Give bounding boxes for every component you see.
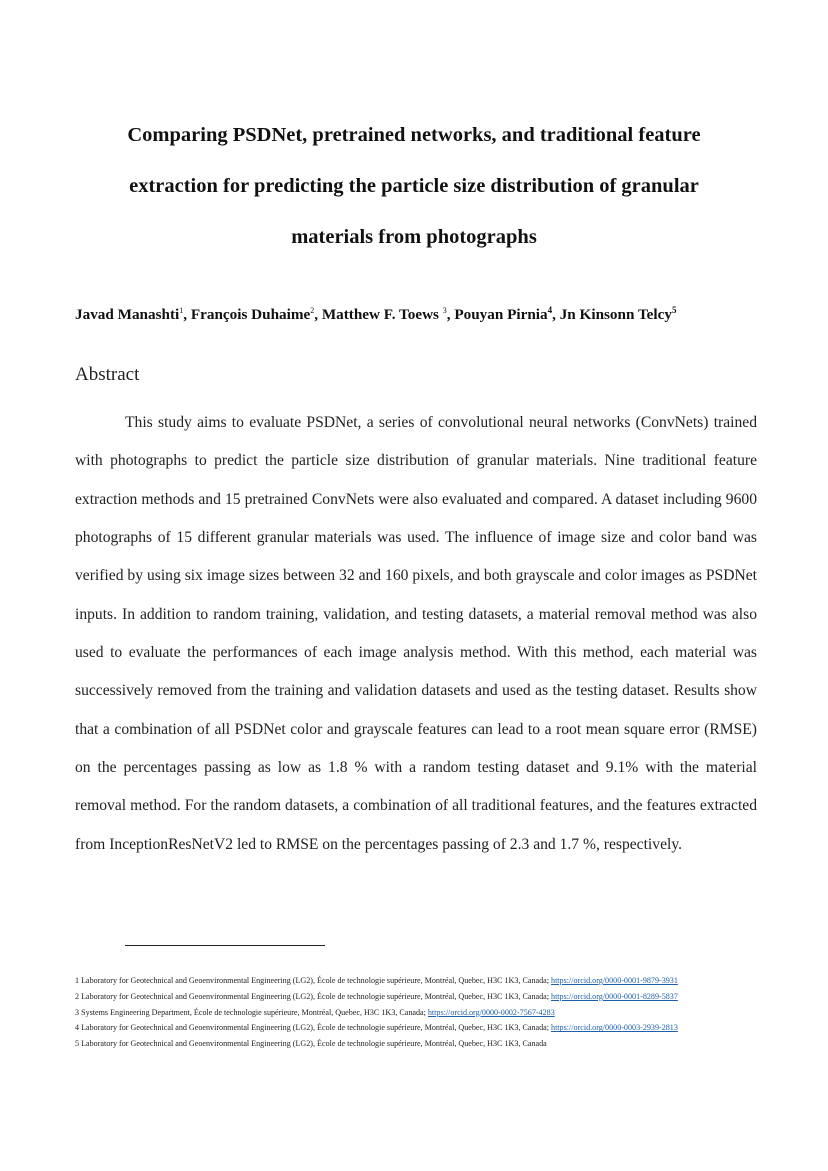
author-affiliation-mark: 4 — [547, 305, 553, 315]
author-affiliation-mark: 3 — [442, 306, 447, 315]
author-list — [75, 305, 775, 324]
author-separator: , — [552, 306, 560, 323]
footnote-item — [75, 1036, 795, 1052]
abstract-body: This study aims to evaluate PSDNet, a series of convolutional neural networks (ConvNets) trained with photographs to predict the particle size distribution of granular materials. Nine traditional feature extraction methods and 15 pretrained ConvNets were also evaluated and compared. A dataset including 9600 photographs of 15 different granular materials was used. The influence of image size and color band was verified by using six image sizes between 32 and 160 pixels, and both grayscale and color images as PSDNet inputs. In addition to random training, validation, and testing datasets, a material removal method was also used to evaluate the performances of each image analysis method. With this method, each material was successively removed from the training and validation datasets and used as the testing dataset. Results show that a combination of all PSDNet color and grayscale features can lead to a root mean square error (RMSE) on the percentages passing as low as 1.8 % with a random testing dataset and 9.1% with the material removal method. For the random datasets, a combination of all traditional features, and the features extracted from InceptionResNetV2 led to RMSE on the percentages passing of 2.3 and 1.7 %, respectively. — [75, 414, 757, 853]
footnote-divider — [125, 945, 325, 946]
orcid-link[interactable]: https://orcid.org/0000-0002-7567-4283 — [427, 1007, 555, 1017]
author-separator: , — [314, 306, 322, 323]
footnote-item — [75, 973, 795, 989]
author-separator: , — [183, 306, 191, 323]
abstract-heading: Abstract — [75, 364, 140, 385]
paper-title — [80, 110, 748, 263]
author-affiliation-mark: 1 — [179, 306, 184, 315]
footnote-text: 2 Laboratory for Geotechnical and Geoenvironmental Engineering (LG2), École de technologie supérieure, Montréal, Quebec, H3C 1K3, Canada; — [75, 991, 552, 1001]
author-name: François Duhaime — [190, 306, 311, 323]
footnote-text: 3 Systems Engineering Department, École de technologie supérieure, Montréal, Quebec, H3C 1K3, Canada; — [75, 1007, 428, 1017]
footnote-text: 5 Laboratory for Geotechnical and Geoenvironmental Engineering (LG2), École de technologie supérieure, Montréal, Quebec, H3C 1K3, Canada — [75, 1039, 547, 1049]
author-name: Jn Kinsonn Telcy — [559, 306, 672, 323]
orcid-link[interactable]: https://orcid.org/0000-0003-2939-2813 — [551, 1023, 678, 1033]
orcid-link[interactable]: https://orcid.org/0000-0001-8289-5837 — [551, 991, 678, 1001]
title-line-3: materials from photographs — [291, 225, 537, 248]
footnote-text: 1 Laboratory for Geotechnical and Geoenvironmental Engineering (LG2), École de technologie supérieure, Montréal, Quebec, H3C 1K3, Canada; — [75, 976, 552, 985]
title-line-1: Comparing PSDNet, pretrained networks, and traditional feature — [127, 123, 701, 146]
footnotes — [75, 973, 795, 1052]
author-name: Matthew F. Toews — [321, 306, 443, 323]
orcid-link[interactable]: https://orcid.org/0000-0001-9879-3931 — [551, 976, 678, 985]
author-name: Pouyan Pirnia — [454, 306, 548, 323]
footnote-item — [75, 989, 795, 1005]
author-separator: , — [446, 306, 455, 323]
author-affiliation-mark: 2 — [310, 306, 315, 315]
author-name: Javad Manashti — [75, 306, 180, 323]
author-affiliation-mark: 5 — [671, 305, 677, 315]
footnote-item — [75, 1020, 795, 1036]
footnote-text: 4 Laboratory for Geotechnical and Geoenvironmental Engineering (LG2), École de technologie supérieure, Montréal, Quebec, H3C 1K3, Canada; — [75, 1023, 552, 1033]
footnote-item — [75, 1005, 795, 1021]
title-line-2: extraction for predicting the particle size distribution of granular — [129, 174, 699, 197]
